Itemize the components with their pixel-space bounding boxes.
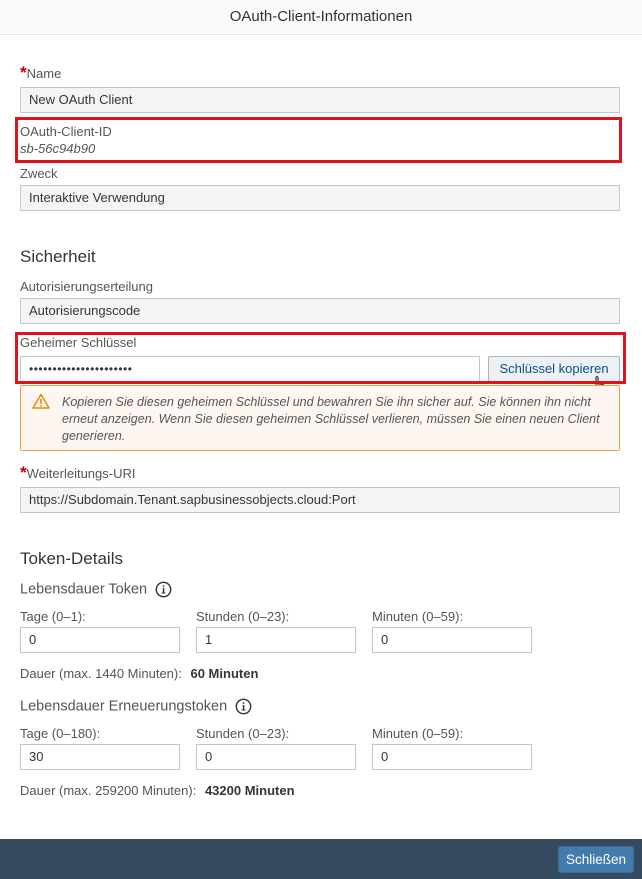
- token-lifetime-row: [20, 581, 172, 598]
- client-id-highlight: [15, 117, 622, 163]
- refresh-duration-value: 43200 Minuten: [204, 783, 295, 798]
- name-label: Name: [26, 66, 62, 81]
- warning-triangle-icon: [32, 393, 50, 409]
- dialog-content: [0, 35, 642, 839]
- name-label-row: [20, 63, 61, 83]
- refresh-duration-label: Dauer (max. 259200 Minuten):: [20, 783, 197, 798]
- warning-message: [20, 385, 620, 451]
- refresh-days-label: Tage (0–180):: [20, 726, 101, 741]
- token-duration-label: Dauer (max. 1440 Minuten):: [20, 666, 182, 681]
- info-circle-icon[interactable]: [155, 581, 172, 598]
- required-asterisk: *: [20, 463, 27, 482]
- dialog-footer: [0, 839, 642, 879]
- token-duration-row: [20, 666, 258, 681]
- refresh-hours-input[interactable]: 0: [196, 744, 356, 770]
- purpose-field[interactable]: Interaktive Verwendung: [20, 185, 620, 211]
- token-minutes-input[interactable]: 0: [372, 627, 532, 653]
- token-hours-label: Stunden (0–23):: [196, 609, 290, 624]
- info-circle-icon[interactable]: [235, 698, 252, 715]
- token-days-input[interactable]: 0: [20, 627, 180, 653]
- token-section-title: Token-Details: [20, 549, 123, 568]
- dialog-title: OAuth-Client-Informationen: [0, 0, 642, 35]
- secret-highlight: [15, 332, 626, 384]
- refresh-minutes-label: Minuten (0–59):: [372, 726, 464, 741]
- purpose-label: Zweck: [20, 166, 58, 181]
- token-hours-input[interactable]: 1: [196, 627, 356, 653]
- name-field[interactable]: New OAuth Client: [20, 87, 620, 113]
- token-duration-value: 60 Minuten: [190, 666, 259, 681]
- redirect-label-row: [20, 463, 135, 483]
- client-id-value: sb-56c94b90: [20, 141, 96, 156]
- token-minutes-label: Minuten (0–59):: [372, 609, 464, 624]
- close-button[interactable]: Schließen: [558, 846, 634, 873]
- refresh-hours-label: Stunden (0–23):: [196, 726, 290, 741]
- token-lifetime-label: Lebensdauer Token: [20, 581, 148, 598]
- redirect-label: Weiterleitungs-URI: [26, 466, 136, 481]
- refresh-lifetime-label: Lebensdauer Erneuerungstoken: [20, 698, 228, 715]
- copy-key-button[interactable]: Schlüssel kopieren: [488, 356, 620, 382]
- client-id-label: OAuth-Client-ID: [20, 124, 112, 139]
- secret-input[interactable]: ••••••••••••••••••••••: [20, 356, 480, 382]
- required-asterisk: *: [20, 63, 27, 82]
- refresh-minutes-input[interactable]: 0: [372, 744, 532, 770]
- grant-field[interactable]: Autorisierungscode: [20, 298, 620, 324]
- token-days-label: Tage (0–1):: [20, 609, 86, 624]
- secret-label: Geheimer Schlüssel: [20, 335, 137, 350]
- warning-text: Kopieren Sie diesen geheimen Schlüssel und bewahren Sie ihn sicher auf. Sie können ihn nicht erneut anzeigen. Wenn Sie diesen geheimen Schlüssel verlieren, müssen Sie einen neuen Client generieren.: [62, 395, 600, 443]
- redirect-uri-field[interactable]: https://Subdomain.Tenant.sapbusinessobjects.cloud:Port: [20, 487, 620, 513]
- refresh-lifetime-row: [20, 698, 252, 715]
- refresh-days-input[interactable]: 30: [20, 744, 180, 770]
- security-section-title: Sicherheit: [20, 247, 96, 266]
- refresh-duration-row: [20, 783, 295, 798]
- grant-label: Autorisierungserteilung: [20, 279, 153, 294]
